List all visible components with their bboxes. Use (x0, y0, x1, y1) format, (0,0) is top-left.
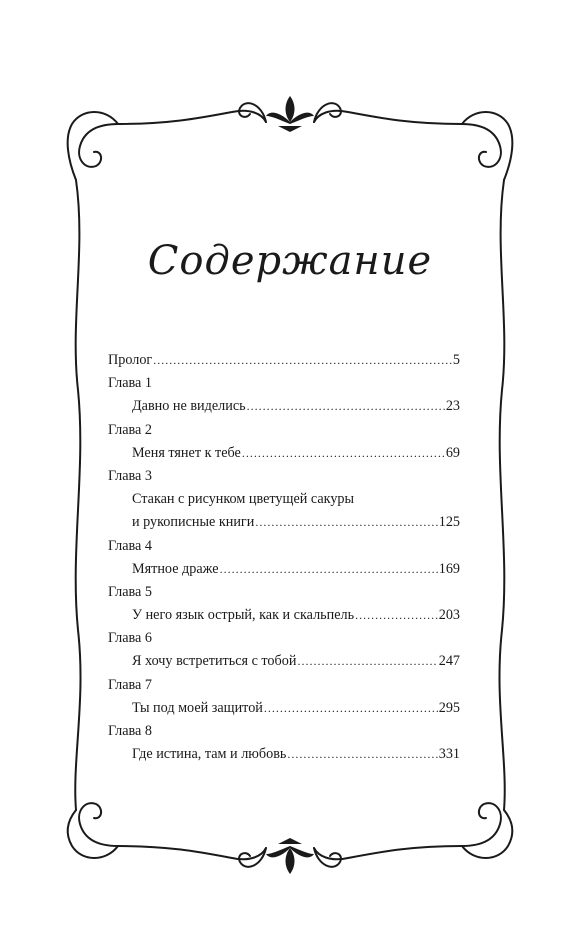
toc-page-number: 169 (438, 560, 460, 577)
leader-dots (153, 349, 452, 372)
toc-entry[interactable] (108, 697, 460, 720)
toc-entry[interactable] (108, 442, 460, 465)
toc-page-number: 331 (438, 746, 460, 763)
toc-chapter-heading: Глава 6 (108, 630, 152, 647)
leader-dots (264, 697, 438, 720)
leader-dots (355, 604, 438, 627)
toc-page-number: 203 (438, 607, 460, 624)
toc-entry[interactable] (108, 511, 460, 534)
toc-entry-label: Давно не виделись (132, 398, 246, 415)
toc-chapter-heading: Глава 4 (108, 537, 152, 554)
leader-dots (247, 395, 445, 418)
toc-entry-prologue[interactable] (108, 349, 460, 372)
toc-page-number: 247 (438, 653, 460, 670)
toc-entry-label: Меня тянет к тебе (132, 444, 241, 461)
leader-dots (242, 442, 445, 465)
page-title: Содержание (147, 238, 433, 284)
toc-chapter-heading: Глава 3 (108, 467, 152, 484)
toc-entry-label: Стакан с рисунком цветущей сакуры (132, 491, 355, 508)
toc-page-number: 69 (445, 444, 460, 461)
toc-entry[interactable] (108, 395, 460, 418)
toc-entry[interactable] (108, 604, 460, 627)
toc-page-number: 125 (438, 514, 460, 531)
toc-entry-label: Я хочу встретиться с тобой (132, 653, 297, 670)
toc-chapter-heading: Глава 7 (108, 676, 152, 693)
toc-page-number: 5 (452, 352, 460, 368)
toc-entry-label: У него язык острый, как и скальпель (132, 607, 355, 624)
leader-dots (220, 558, 438, 581)
toc-entry[interactable] (108, 743, 460, 766)
toc-chapter-heading: Глава 5 (108, 583, 152, 600)
leader-dots (297, 650, 437, 673)
toc-page-number: 295 (438, 699, 460, 716)
toc-entry-label: Где истина, там и любовь (132, 746, 287, 763)
toc-entry[interactable] (108, 558, 460, 581)
toc-entry-label: Пролог (108, 352, 153, 368)
toc-entry-label: и рукописные книги (132, 514, 255, 531)
toc-entry-line[interactable] (108, 488, 460, 511)
leader-dots (255, 511, 437, 534)
toc-entry-label: Ты под моей защитой (132, 699, 263, 716)
toc-page-number: 23 (445, 398, 460, 415)
table-of-contents (108, 349, 460, 766)
toc-chapter-heading: Глава 8 (108, 723, 152, 739)
leader-dots (287, 743, 437, 766)
toc-chapter-heading: Глава 1 (108, 375, 152, 392)
toc-entry[interactable] (108, 650, 460, 673)
toc-chapter-heading: Глава 2 (108, 421, 152, 438)
toc-entry-label: Мятное драже (132, 560, 219, 577)
